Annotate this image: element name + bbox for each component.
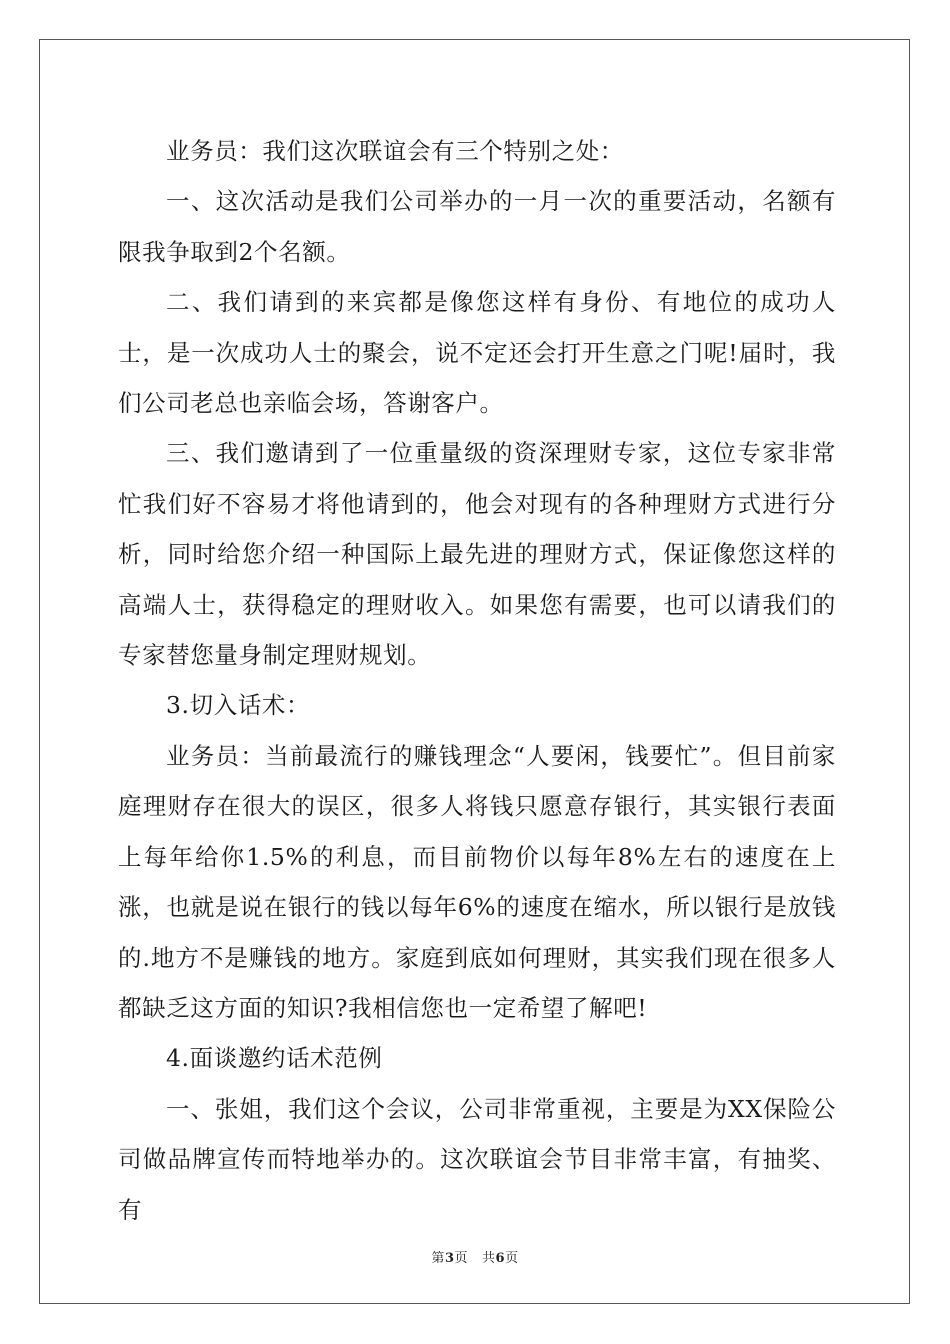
paragraph: 一、这次活动是我们公司举办的一月一次的重要活动，名额有限我争取到2个名额。 bbox=[118, 187, 836, 266]
total-pages: 6 bbox=[495, 1251, 506, 1266]
paragraph: 二、我们请到的来宾都是像您这样有身份、有地位的成功人士，是一次成功人士的聚会，说不定还会打开生意之门呢!届时，我们公司老总也亲临会场，答谢客户。 bbox=[118, 288, 836, 418]
paragraph: 业务员：我们这次联谊会有三个特别之处： bbox=[166, 137, 624, 165]
page-label-suffix: 页 bbox=[454, 1251, 468, 1266]
page-label-prefix: 第 bbox=[431, 1251, 445, 1266]
document-body bbox=[118, 126, 836, 1235]
paragraph: 一、张姐，我们这个会议，公司非常重视，主要是为XX保险公司做品牌宣传而特地举办的。这次联谊会节目非常丰富，有抽奖、有 bbox=[118, 1094, 836, 1224]
paragraph: 业务员：当前最流行的赚钱理念“人要闲，钱要忙”。但目前家庭理财存在很大的误区，很多人将钱只愿意存银行，其实银行表面上每年给你1.5%的利息，而目前物价以每年8%左右的速度在上涨，也就是说在银行的钱以每年6%的速度在缩水，所以银行是放钱的.地方不是赚钱的地方。家庭到底如何理财，其实我们现在很多人都缺乏这方面的知识?我相信您也一定希望了解吧! bbox=[118, 741, 836, 1022]
total-label-prefix: 共 bbox=[482, 1251, 496, 1266]
total-label-suffix: 页 bbox=[505, 1251, 519, 1266]
page-number: 3 bbox=[444, 1251, 455, 1266]
paragraph: 三、我们邀请到了一位重量级的资深理财专家，这位专家非常忙我们好不容易才将他请到的，他会对现有的各种理财方式进行分析，同时给您介绍一种国际上最先进的理财方式，保证像您这样的高端人士，获得稳定的理财收入。如果您有需要，也可以请我们的专家替您量身制定理财规划。 bbox=[118, 439, 836, 670]
section-heading: 4.面谈邀约话术范例 bbox=[166, 1044, 383, 1073]
page-footer bbox=[0, 1247, 950, 1266]
section-heading: 3.切入话术： bbox=[166, 691, 311, 720]
